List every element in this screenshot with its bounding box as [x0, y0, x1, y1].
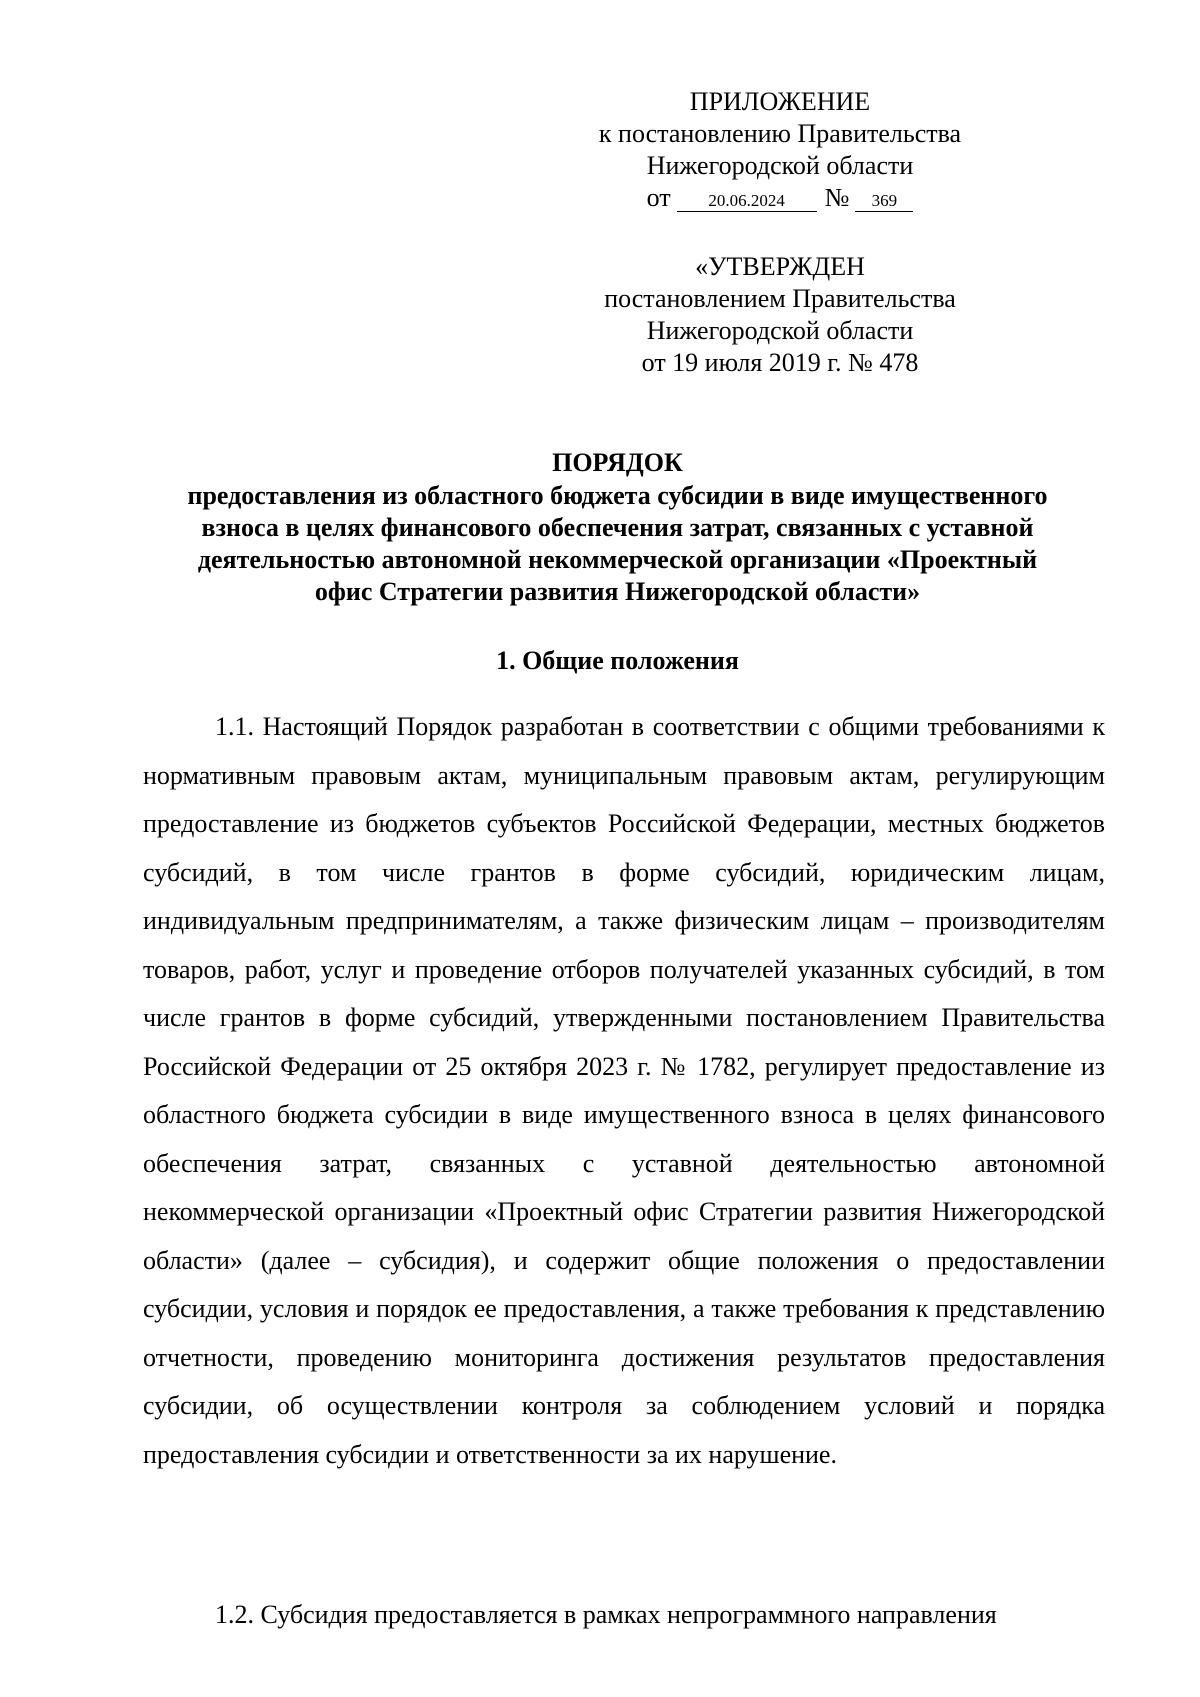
- document-subtitle-line: предоставления из областного бюджета субсидии в виде имущественного: [187, 481, 1048, 510]
- document-subtitle-line: деятельностью автономной некоммерческой организации «Проектный: [197, 545, 1038, 574]
- annex-date-field: 20.06.2024: [677, 191, 817, 212]
- document-title: ПОРЯДОК: [552, 448, 683, 477]
- section-heading: 1. Общие положения: [496, 646, 739, 675]
- annex-date-line: [560, 182, 1000, 214]
- document-subtitle-line: взноса в целях финансового обеспечения затрат, связанных с уставной: [201, 513, 1034, 542]
- approved-line-2: Нижегородской области: [646, 316, 914, 345]
- annex-date-prefix: от: [646, 183, 671, 212]
- annex-line-1: к постановлению Правительства: [598, 119, 962, 148]
- paragraph-1-1: 1.1. Настоящий Порядок разработан в соответствии с общими требованиями к нормативным правовым актам, муниципальным правовым актам, регулирующим предоставление из бюджетов субъектов Российской Федерации, местных бюджетов субсидий, в том числе грантов в форме субсидий, юридическим лицам, индивидуальным предпринимателям, а также физическим лицам – производителям товаров, работ, услуг и проведение отборов получателей указанных субсидий, в том числе грантов в форме субсидий, утвержденными постановлением Правительства Российской Федерации от 25 октября 2023 г. № 1782, регулирует предоставление из областного бюджета субсидии в виде имущественного взноса в целях финансового обеспечения затрат, связанных с уставной деятельностью автономной некоммерческой организации «Проектный офис Стратегии развития Нижегородской области» (далее – субсидия), и содержит общие положения о предоставлении субсидии, условия и порядок ее предоставления, а также требования к представлению отчетности, проведению мониторинга достижения результатов предоставления субсидии, об осуществлении контроля за соблюдением условий и порядка предоставления субсидии и ответственности за их нарушение.: [143, 712, 1105, 1469]
- annex-title: ПРИЛОЖЕНИЕ: [689, 87, 871, 116]
- approved-line-1: постановлением Правительства: [604, 284, 956, 313]
- annex-block: [560, 86, 1000, 214]
- annex-number-sign: №: [824, 183, 850, 212]
- annex-line-2: Нижегородской области: [646, 151, 914, 180]
- approved-block: [560, 251, 1000, 379]
- document-title-block: [130, 447, 1105, 608]
- approved-line-3: от 19 июля 2019 г. № 478: [641, 348, 919, 377]
- annex-number-field: 369: [855, 191, 913, 212]
- paragraph-1-2: 1.2. Субсидия предоставляется в рамках непрограммного направления: [215, 1600, 997, 1629]
- approved-title: «УТВЕРЖДЕН: [695, 252, 865, 281]
- document-subtitle-line: офис Стратегии развития Нижегородской области»: [314, 577, 921, 606]
